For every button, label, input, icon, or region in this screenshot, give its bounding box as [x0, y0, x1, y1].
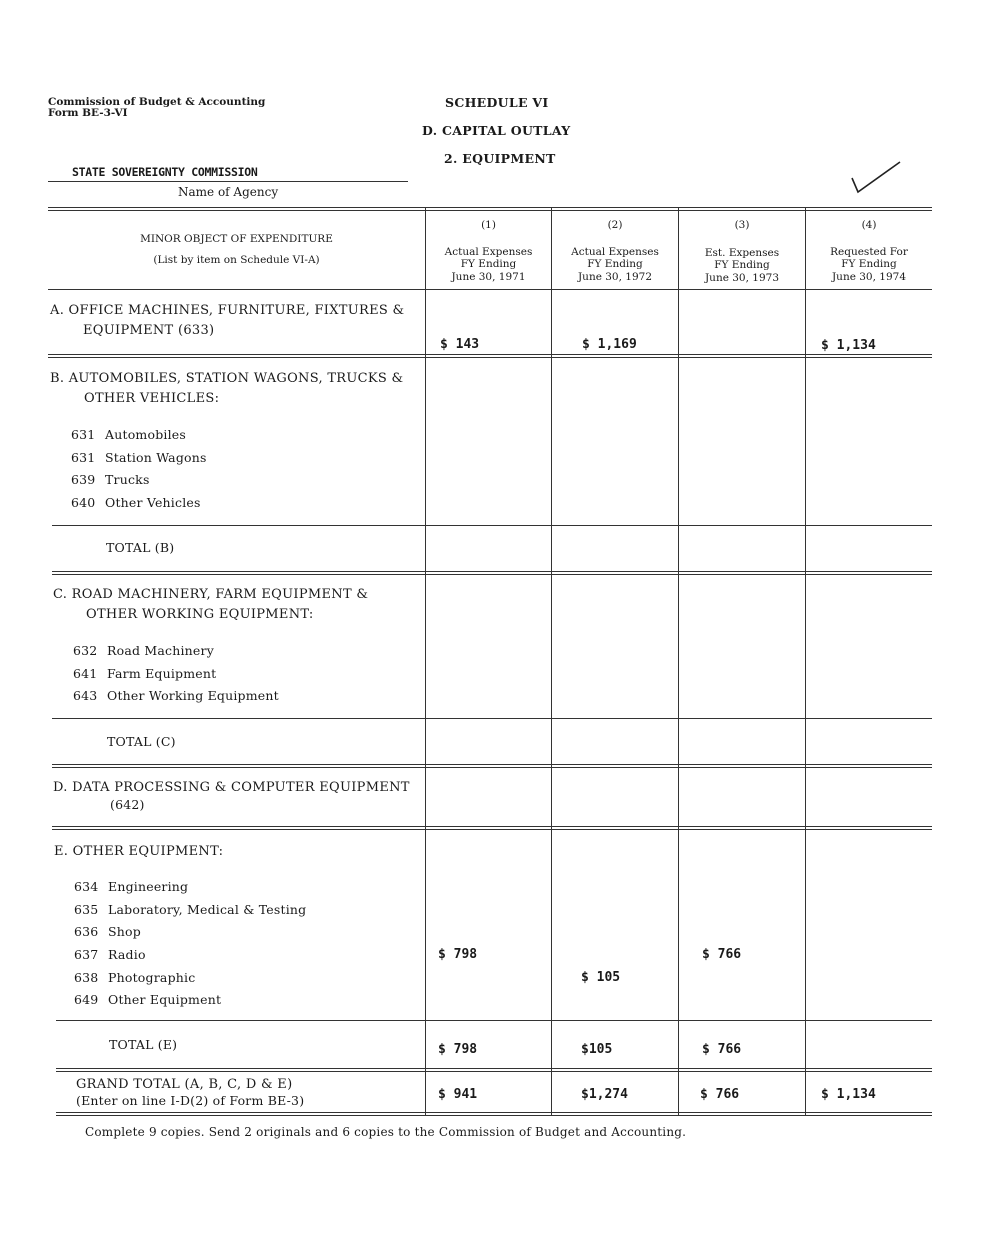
item-code: 635	[74, 902, 99, 917]
item-code: 641	[73, 666, 98, 681]
grand-total-1972: $1,274	[581, 1087, 628, 1102]
section-a-subtitle: EQUIPMENT (633)	[83, 323, 215, 338]
section-d-subtitle: (642)	[110, 797, 145, 812]
header-rule	[48, 289, 932, 290]
schedule-title: SCHEDULE VI	[445, 95, 549, 110]
item-label: Engineering	[108, 879, 189, 894]
section-d-title: D. DATA PROCESSING & COMPUTER EQUIPMENT	[53, 780, 410, 795]
column-divider-3	[678, 207, 679, 1115]
section-e-total-1971: $ 798	[438, 1042, 478, 1057]
form-number: Form BE-3-VI	[48, 107, 128, 119]
item-label: Shop	[108, 924, 141, 939]
col1-line2: FY Ending	[460, 258, 517, 270]
col1-number: (1)	[481, 219, 496, 231]
col1-line1: Actual Expenses	[444, 246, 533, 258]
item-label: Laboratory, Medical & Testing	[108, 902, 307, 917]
item-code: 640	[71, 495, 96, 510]
item-code: 637	[74, 947, 99, 962]
column-divider-2	[551, 207, 552, 1115]
item-label: Radio	[108, 947, 146, 962]
section-b-title: B. AUTOMOBILES, STATION WAGONS, TRUCKS &	[50, 371, 404, 386]
section-a-value-1974: $ 1,134	[821, 338, 876, 353]
column-label-subtitle: (List by item on Schedule VI-A)	[153, 254, 320, 266]
section-a-title: A. OFFICE MACHINES, FURNITURE, FIXTURES &	[50, 303, 405, 318]
grand-total-1974: $ 1,134	[821, 1087, 876, 1102]
col3-number: (3)	[734, 219, 750, 231]
footer-instructions: Complete 9 copies. Send 2 originals and 6 copies to the Commission of Budget and Accounting.	[85, 1125, 687, 1139]
grand-total-1973: $ 766	[700, 1087, 740, 1102]
radio-value-1973: $ 766	[702, 947, 742, 962]
grand-total-1971: $ 941	[438, 1087, 478, 1102]
section-c-subtitle: OTHER WORKING EQUIPMENT:	[86, 607, 314, 622]
col3-line3: June 30, 1973	[704, 272, 780, 284]
section-a-value-1971: $ 143	[440, 337, 480, 352]
col4-line2: FY Ending	[841, 258, 897, 270]
section-e-total: TOTAL (E)	[109, 1037, 178, 1052]
agency-label: Name of Agency	[178, 185, 279, 199]
item-code: 639	[71, 472, 96, 487]
col2-line2: FY Ending	[587, 258, 643, 270]
item-code: 636	[74, 924, 99, 939]
item-code: 631	[71, 450, 96, 465]
section-e-title: E. OTHER EQUIPMENT:	[54, 844, 224, 859]
grand-total-title: GRAND TOTAL (A, B, C, D & E)	[76, 1077, 293, 1092]
col4-line1: Requested For	[830, 246, 908, 258]
photographic-value-1972: $ 105	[581, 970, 621, 985]
item-code: 638	[74, 970, 99, 985]
col2-line1: Actual Expenses	[571, 246, 659, 258]
grand-total-note: (Enter on line I-D(2) of Form BE-3)	[76, 1093, 305, 1108]
col1-line3: June 30, 1971	[451, 271, 526, 283]
item-label: Road Machinery	[107, 643, 214, 658]
radio-value-1971: $ 798	[438, 947, 478, 962]
item-code: 631	[71, 427, 96, 442]
item-label: Other Working Equipment	[107, 688, 279, 703]
section-c-title: C. ROAD MACHINERY, FARM EQUIPMENT &	[53, 587, 369, 602]
col4-line3: June 30, 1974	[831, 271, 907, 283]
section-b-subtitle: OTHER VEHICLES:	[84, 391, 220, 406]
col3-line2: FY Ending	[714, 259, 770, 271]
col2-number: (2)	[607, 219, 623, 231]
item-code: 649	[74, 992, 99, 1007]
item-label: Farm Equipment	[107, 666, 217, 681]
col4-number: (4)	[861, 219, 877, 231]
column-divider-4	[805, 207, 806, 1115]
item-label: Other Vehicles	[105, 495, 201, 510]
item-label: Station Wagons	[105, 450, 207, 465]
section-a-value-1972: $ 1,169	[582, 337, 637, 352]
schedule-subsection: 2. EQUIPMENT	[444, 151, 556, 166]
agency-underline	[48, 181, 408, 182]
column-label-title: MINOR OBJECT OF EXPENDITURE	[140, 233, 333, 245]
schedule-section: D. CAPITAL OUTLAY	[422, 123, 571, 138]
col2-line3: June 30, 1972	[577, 271, 653, 283]
table-top-rule	[48, 207, 932, 208]
item-label: Photographic	[108, 970, 196, 985]
col3-line1: Est. Expenses	[704, 247, 780, 259]
form-issuer: Commission of Budget & Accounting	[48, 96, 266, 108]
item-label: Other Equipment	[108, 992, 222, 1007]
item-label: Trucks	[105, 472, 150, 487]
item-code: 632	[73, 643, 98, 658]
item-label: Automobiles	[105, 427, 187, 442]
item-code: 634	[74, 879, 99, 894]
section-c-total: TOTAL (C)	[107, 734, 176, 749]
section-b-total: TOTAL (B)	[106, 540, 175, 555]
checkmark-icon	[848, 160, 904, 196]
agency-name: STATE SOVEREIGNTY COMMISSION	[72, 165, 258, 179]
column-divider-1	[425, 207, 426, 1115]
section-e-total-1972: $105	[581, 1042, 613, 1057]
section-e-total-1973: $ 766	[702, 1042, 742, 1057]
item-code: 643	[73, 688, 98, 703]
